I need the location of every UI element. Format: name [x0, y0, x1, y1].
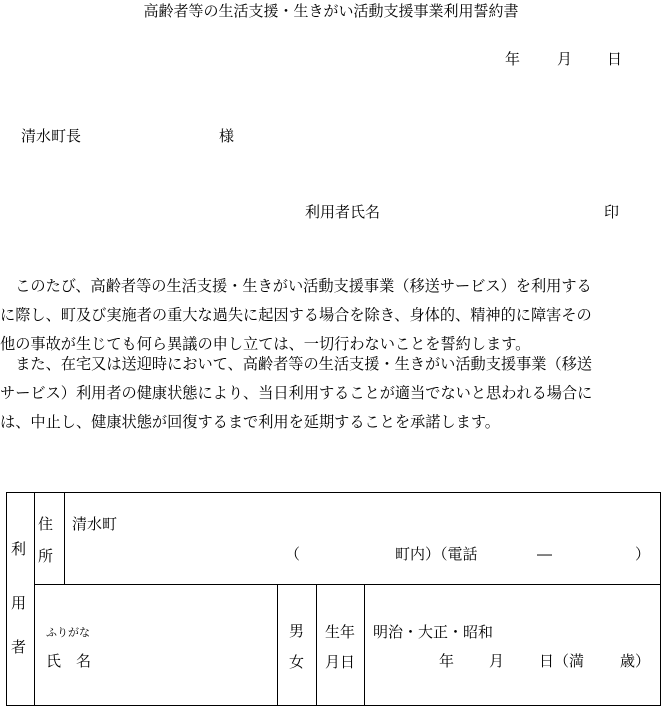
seal-mark: 印 [604, 203, 620, 221]
birth-day-age-label: 日（満 [539, 652, 585, 670]
era-options[interactable]: 明治・大正・昭和 [373, 623, 494, 641]
paragraph-line: このたび、高齢者等の生活支援・生きがい活動支援事業（移送サービス）を利用する [0, 277, 592, 295]
table-divider [34, 584, 661, 585]
town-phone-label: 町内）（電話 [395, 545, 478, 563]
table-divider [34, 492, 35, 706]
date-year-label: 年 [505, 50, 521, 68]
paragraph-line: は、中止し、健康状態が回復するまで利用を延期することを承諾します。 [0, 413, 500, 431]
birth-label: 生年 [325, 623, 356, 641]
date-day-label: 日 [607, 50, 623, 68]
address-label-char: 所 [38, 547, 54, 565]
phone-paren-close: ） [635, 545, 651, 563]
table-divider [277, 584, 278, 706]
paragraph-line: サービス）利用者の健康状態により、当日利用することが適当でないと思われる場合に [0, 384, 593, 402]
table-divider [316, 584, 317, 706]
furigana-label: ふりがな [46, 626, 90, 639]
side-label-char: 用 [11, 594, 27, 612]
document-title: 高齢者等の生活支援・生きがい活動支援事業利用誓約書 [143, 2, 519, 20]
addressee-honorific: 様 [219, 127, 235, 145]
paragraph-line: 他の事故が生じても何ら異議の申し立ては、一切行わないことを誓約します。 [0, 335, 531, 353]
birth-year-label: 年 [439, 652, 455, 670]
name-label: 氏 名 [46, 652, 92, 670]
sex-female-option[interactable]: 女 [289, 653, 305, 671]
birth-label: 月日 [325, 653, 356, 671]
date-month-label: 月 [557, 50, 573, 68]
sex-male-option[interactable]: 男 [289, 622, 305, 640]
addressee-name: 清水町長 [21, 127, 82, 145]
age-suffix-label: 歳） [620, 652, 651, 670]
consent-paragraph-2 [0, 357, 662, 444]
consent-paragraph-1 [0, 279, 662, 366]
birth-month-label: 月 [489, 652, 505, 670]
address-label-char: 住 [38, 515, 54, 533]
side-label-char: 者 [11, 638, 27, 656]
user-name-label: 利用者氏名 [305, 203, 381, 221]
town-paren-open: （ [285, 545, 301, 563]
phone-dash: ― [537, 545, 552, 563]
paragraph-line: また、在宅又は送迎時において、高齢者等の生活支援・生きがい活動支援事業（移送 [0, 355, 593, 373]
side-label-char: 利 [11, 540, 27, 558]
address-field[interactable]: 清水町 [72, 515, 118, 533]
table-divider [64, 492, 65, 585]
paragraph-line: に際し、町及び実施者の重大な過失に起因する場合を除き、身体的、精神的に障害その [0, 306, 592, 324]
table-divider [364, 584, 365, 706]
